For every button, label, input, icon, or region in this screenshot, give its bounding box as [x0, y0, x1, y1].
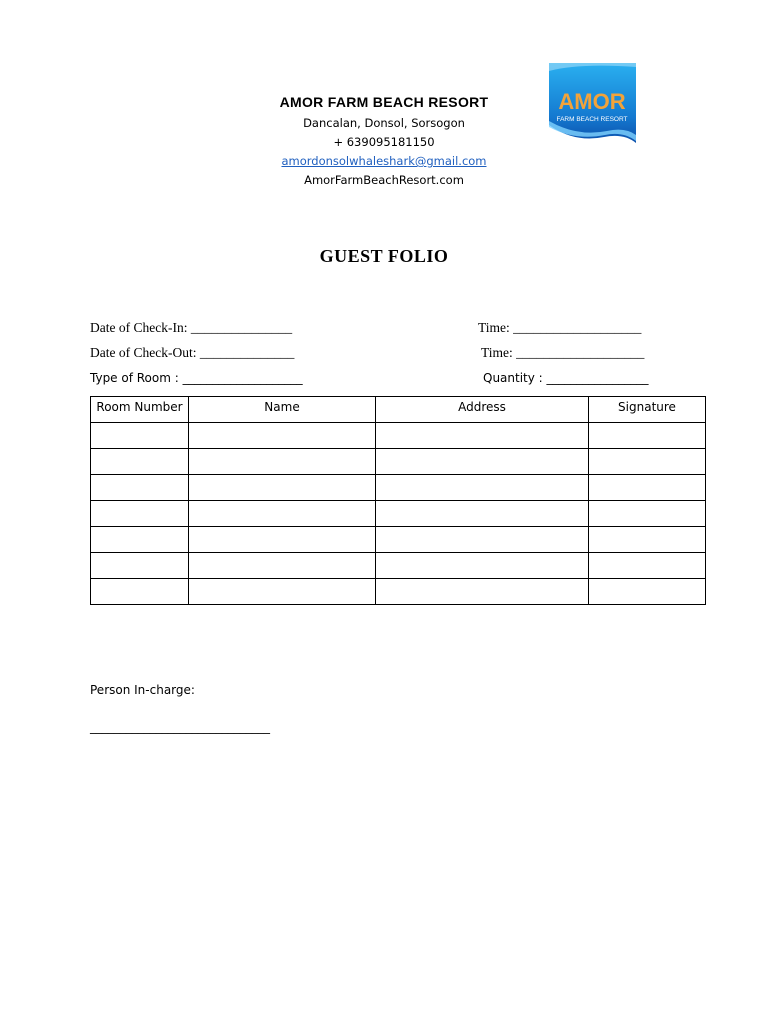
table-cell[interactable]	[91, 423, 189, 449]
table-cell[interactable]	[189, 475, 376, 501]
table-cell[interactable]	[189, 527, 376, 553]
quantity-field[interactable]: Quantity : _________________	[483, 371, 649, 385]
table-cell[interactable]	[376, 475, 589, 501]
table-cell[interactable]	[376, 553, 589, 579]
table-row	[91, 475, 706, 501]
table-cell[interactable]	[189, 579, 376, 605]
header-signature: Signature	[589, 397, 706, 423]
table-body	[91, 423, 706, 605]
table-cell[interactable]	[91, 579, 189, 605]
header-name: Name	[189, 397, 376, 423]
table-row	[91, 579, 706, 605]
checkout-date-field[interactable]: Date of Check-Out: ______________	[90, 345, 295, 360]
table-header-row	[91, 397, 706, 423]
resort-email-link[interactable]: amordonsolwhaleshark@gmail.com	[281, 154, 487, 168]
table-cell[interactable]	[189, 553, 376, 579]
table-cell[interactable]	[91, 553, 189, 579]
table-cell[interactable]	[91, 475, 189, 501]
table-row	[91, 423, 706, 449]
table-cell[interactable]	[91, 501, 189, 527]
table-cell[interactable]	[376, 527, 589, 553]
guest-table	[90, 396, 706, 605]
resort-logo-graphic	[549, 63, 636, 153]
header-room-number: Room Number	[91, 397, 189, 423]
form-title: GUEST FOLIO	[319, 246, 449, 266]
resort-logo	[549, 63, 636, 153]
checkin-time-field[interactable]: Time: ___________________	[478, 320, 642, 335]
table-cell[interactable]	[376, 579, 589, 605]
table-cell[interactable]	[376, 423, 589, 449]
logo-wordmark: AMOR	[558, 89, 626, 114]
resort-website: AmorFarmBeachResort.com	[304, 173, 464, 187]
person-in-charge-label: Person In-charge:	[90, 683, 195, 697]
room-type-field[interactable]: Type of Room : ____________________	[90, 371, 303, 385]
table-cell[interactable]	[589, 501, 706, 527]
resort-address: Dancalan, Donsol, Sorsogon	[303, 116, 465, 130]
table-cell[interactable]	[589, 553, 706, 579]
table-cell[interactable]	[189, 501, 376, 527]
table-row	[91, 449, 706, 475]
table-row	[91, 527, 706, 553]
table-cell[interactable]	[589, 527, 706, 553]
table-row	[91, 501, 706, 527]
header-address: Address	[376, 397, 589, 423]
table-cell[interactable]	[589, 449, 706, 475]
table-cell[interactable]	[589, 579, 706, 605]
table-row	[91, 553, 706, 579]
logo-tagline: FARM BEACH RESORT	[556, 116, 628, 123]
person-in-charge-signature-line[interactable]: ______________________________	[90, 720, 270, 734]
table-cell[interactable]	[376, 449, 589, 475]
table-cell[interactable]	[91, 449, 189, 475]
table-cell[interactable]	[376, 501, 589, 527]
table-cell[interactable]	[589, 423, 706, 449]
table-cell[interactable]	[189, 423, 376, 449]
table-cell[interactable]	[91, 527, 189, 553]
resort-phone: + 639095181150	[333, 135, 435, 149]
table-cell[interactable]	[589, 475, 706, 501]
table-cell[interactable]	[189, 449, 376, 475]
checkin-date-field[interactable]: Date of Check-In: _______________	[90, 320, 293, 335]
checkout-time-field[interactable]: Time: ___________________	[481, 345, 645, 360]
resort-name: AMOR FARM BEACH RESORT	[279, 94, 489, 110]
